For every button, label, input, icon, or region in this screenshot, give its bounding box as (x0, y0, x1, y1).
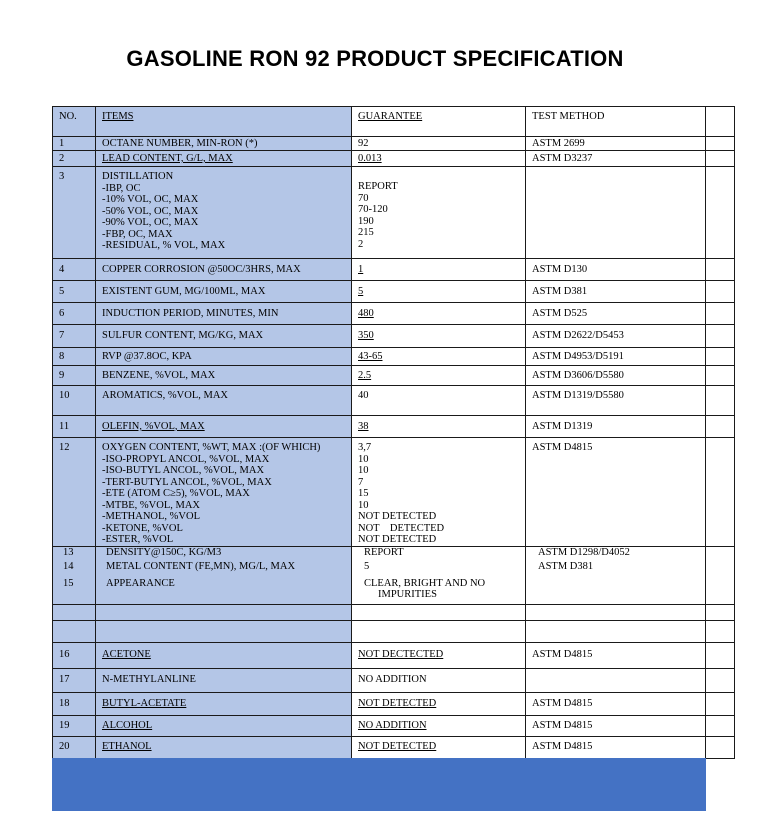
table-header-row (53, 107, 735, 137)
table-row: 7 SULFUR CONTENT, MG/KG, MAX 350 ASTM D2622/D5453 (53, 325, 735, 348)
table-row: 16 ACETONE NOT DECTECTED ASTM D4815 (53, 642, 735, 668)
table-row: 19 ALCOHOL NO ADDITION ASTM D4815 (53, 715, 735, 736)
specification-table (52, 106, 735, 759)
table-row: 6 INDUCTION PERIOD, MINUTES, MIN 480 ASTM D525 (53, 303, 735, 325)
table-row: 18 BUTYL-ACETATE NOT DETECTED ASTM D4815 (53, 692, 735, 715)
page-title: GASOLINE RON 92 PRODUCT SPECIFICATION (126, 46, 624, 71)
footer-band (52, 758, 706, 811)
empty-row (53, 620, 735, 642)
table-row: 5 EXISTENT GUM, MG/100ML, MAX 5 ASTM D381 (53, 281, 735, 303)
table-row: 2 LEAD CONTENT, G/L, MAX 0.013 ASTM D3237 (53, 151, 735, 167)
empty-row (53, 604, 735, 620)
table-row: 1 OCTANE NUMBER, MIN-RON (*) 92 ASTM 2699 (53, 137, 735, 151)
table-row: 11 OLEFIN, %VOL, MAX 38 ASTM D1319 (53, 416, 735, 438)
table-row: 13 14 15 DENSITY@150C, KG/M3 METAL CONTENT (FE,MN), MG/L, MAX APPEARANCE REPORT 5 CLEAR, BRIGHT AND NO IMPURITIES ASTM D1298/D4052 ASTM D381 (53, 546, 735, 604)
table-row: 3 DISTILLATION -IBP, OC -10% VOL, OC, MAX -50% VOL, OC, MAX -90% VOL, OC, MAX -FBP, OC, MAX -RESIDUAL, % VOL, MAX REPORT 70 70-120 190 215 2 (53, 167, 735, 259)
table-row: 17 N-METHYLANLINE NO ADDITION (53, 668, 735, 692)
table-row: 8 RVP @37.8OC, KPA 43-65 ASTM D4953/D5191 (53, 348, 735, 366)
header-items: ITEMS (96, 107, 352, 137)
table-row: 9 BENZENE, %VOL, MAX 2.5 ASTM D3606/D5580 (53, 366, 735, 386)
table-row: 10 AROMATICS, %VOL, MAX 40 ASTM D1319/D5580 (53, 386, 735, 416)
header-guarantee: GUARANTEE (352, 107, 526, 137)
table-row: 4 COPPER CORROSION @50OC/3HRS, MAX 1 ASTM D130 (53, 259, 735, 281)
table-row: 12 OXYGEN CONTENT, %WT, MAX :(OF WHICH) -ISO-PROPYL ANCOL, %VOL, MAX -ISO-BUTYL ANCOL, %VOL, MAX -TERT-BUTYL ANCOL, %VOL, MAX -ETE (ATOM C≥5), %VOL, MAX -MTBE, %VOL, MAX -METHANOL, %VOL -KETONE, %VOL -ESTER, %VOL 3,7 10 10 7 15 10 NOT DETECTED NOT DETECTED NOT DETECTED ASTM D4815 (53, 438, 735, 547)
header-no: NO. (53, 107, 96, 137)
table-row: 20 ETHANOL NOT DETECTED ASTM D4815 (53, 736, 735, 758)
header-test-method: TEST METHOD (526, 107, 706, 137)
